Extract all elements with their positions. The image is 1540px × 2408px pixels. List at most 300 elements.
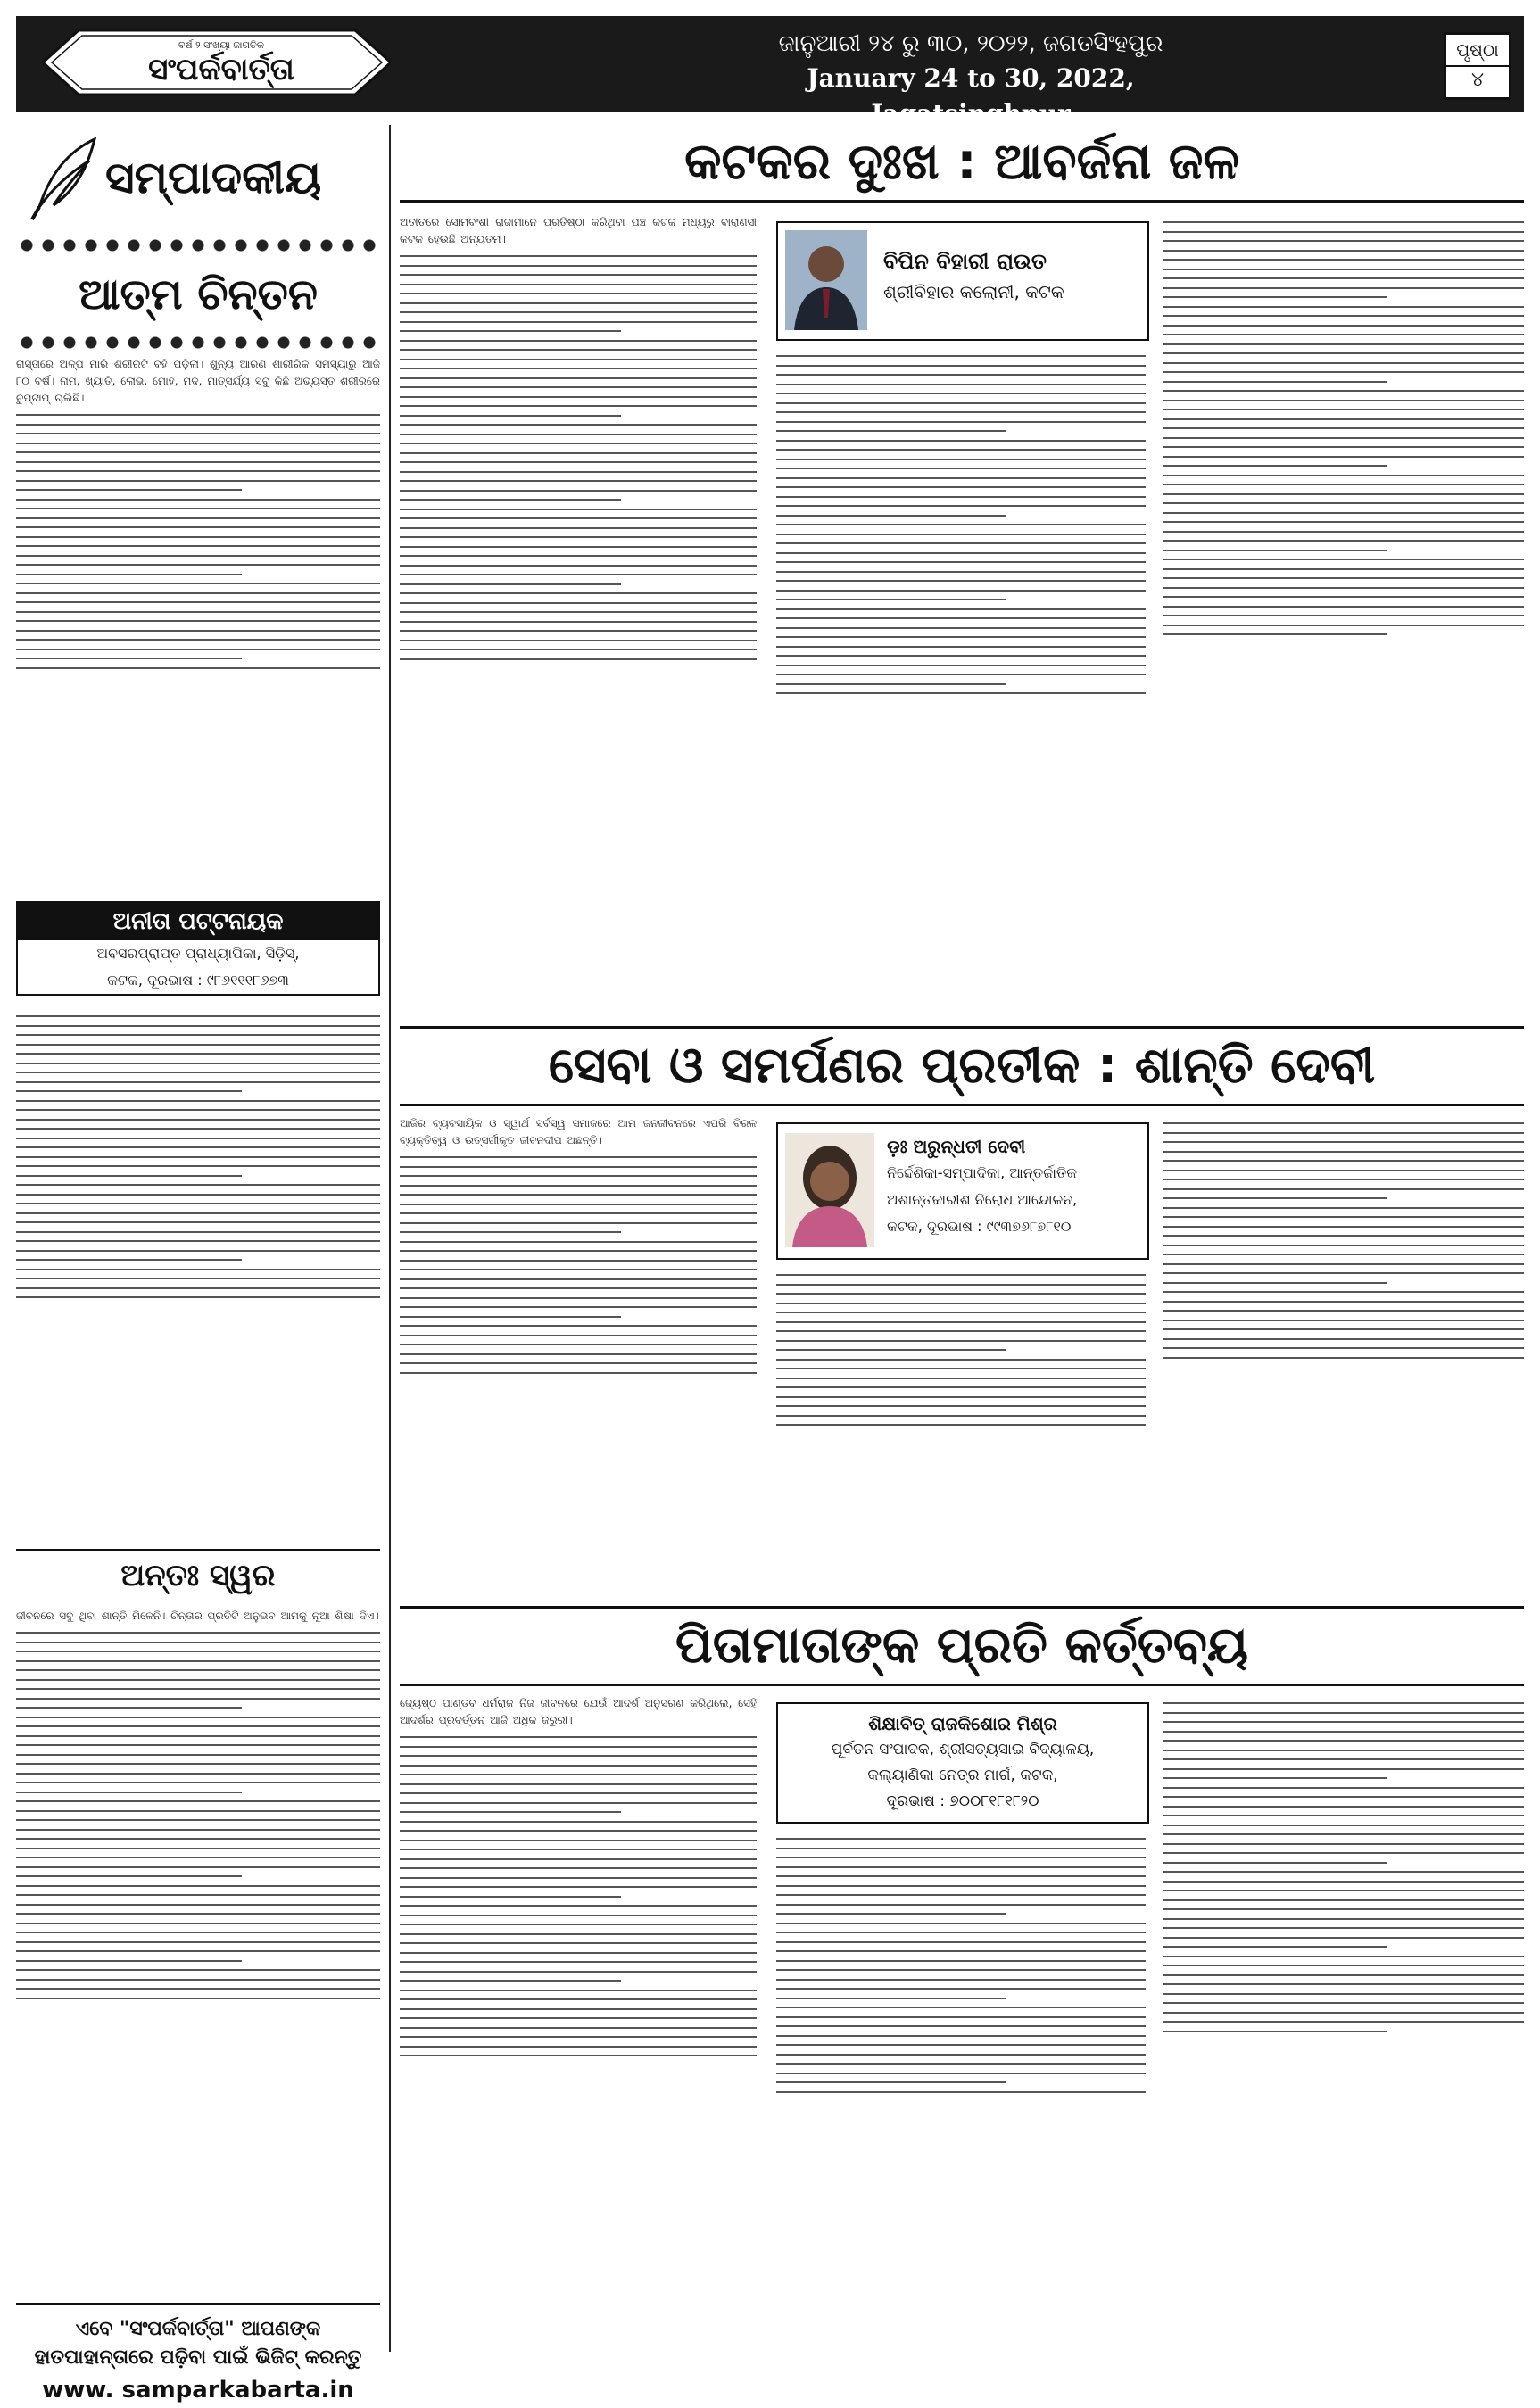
text-line xyxy=(16,1773,380,1775)
title-rule xyxy=(400,1684,1524,1686)
text-line xyxy=(400,1952,757,1954)
text-line xyxy=(776,1838,1146,1840)
text-line xyxy=(400,1896,621,1898)
text-line xyxy=(16,433,380,434)
text-line xyxy=(776,655,1146,657)
text-line xyxy=(16,1819,380,1821)
text-line xyxy=(776,365,1146,367)
text-line xyxy=(1163,409,1524,410)
text-line xyxy=(16,1287,380,1289)
text-line xyxy=(16,564,380,566)
text-line xyxy=(400,311,757,313)
text-line xyxy=(1163,1833,1524,1835)
text-line xyxy=(16,1100,380,1102)
text-line xyxy=(1163,1712,1524,1714)
text-line xyxy=(16,1988,380,1990)
article-duty-to-parents xyxy=(400,1606,1524,2352)
text-line xyxy=(1163,1908,1524,1910)
article2-author-box xyxy=(776,1122,1149,1260)
text-line xyxy=(400,574,757,575)
text-line xyxy=(400,592,757,594)
text-line xyxy=(16,1651,380,1652)
text-line xyxy=(16,601,380,603)
text-line xyxy=(400,1344,757,1345)
text-line xyxy=(776,421,1146,423)
text-line xyxy=(400,649,757,650)
text-line xyxy=(16,1203,380,1204)
text-line xyxy=(16,1885,380,1887)
article2-col2 xyxy=(776,1267,1146,1561)
text-line xyxy=(1163,390,1524,392)
text-line xyxy=(400,461,757,463)
text-line xyxy=(400,293,757,294)
text-line xyxy=(16,1259,242,1261)
text-line xyxy=(1163,1272,1524,1274)
text-line xyxy=(400,1746,757,1748)
text-line xyxy=(400,1961,757,1963)
article2-author-contact: କଟକ, ଦୂରଭାଷ : ୯୯୩୭୬୮୭୮୧୦ xyxy=(887,1218,1072,1235)
text-line xyxy=(1163,550,1387,551)
text-line xyxy=(400,1774,757,1775)
text-line xyxy=(400,1156,757,1158)
article3-col2-text xyxy=(776,1831,1146,2313)
article2-col1-text xyxy=(400,1149,757,1568)
text-line xyxy=(1163,587,1524,589)
text-line xyxy=(16,1642,380,1643)
masthead xyxy=(16,16,1524,128)
article2-author-role: ନିର୍ଦ୍ଦେଶିକା-ସମ୍ପାଦିକା, ଆନ୍ତର୍ଜାତିକ xyxy=(887,1164,1078,1181)
dot-divider xyxy=(16,331,380,354)
article1-col2-text xyxy=(776,348,1146,990)
author-portrait-icon xyxy=(785,230,867,330)
text-line xyxy=(16,1081,380,1083)
text-line xyxy=(16,1090,242,1092)
text-line xyxy=(1163,502,1524,504)
text-line xyxy=(1163,606,1524,608)
text-line xyxy=(400,386,757,388)
text-line xyxy=(400,2046,757,2048)
text-line xyxy=(1163,269,1524,270)
text-line xyxy=(1163,1197,1387,1199)
text-line xyxy=(16,1156,380,1158)
text-line xyxy=(1163,1777,1387,1779)
text-line xyxy=(400,536,757,538)
editorial-author-box xyxy=(16,901,380,996)
text-line xyxy=(1163,1291,1524,1293)
text-line xyxy=(1163,1843,1524,1845)
text-line xyxy=(16,1848,380,1849)
text-line xyxy=(1163,475,1524,476)
text-line xyxy=(16,545,380,547)
text-line xyxy=(1163,1918,1524,1920)
text-line xyxy=(776,617,1146,619)
text-line xyxy=(1163,1768,1524,1770)
text-line xyxy=(400,1185,757,1187)
antah-swar-intro: ଜୀବନରେ ସବୁ ଥିବା ଶାନ୍ତି ମିଳେନି। ଚିନ୍ତାର ପ୍ରତିଟି ଅନୁଭବ ଆମକୁ ନୂଆ ଶିକ୍ଷା ଦିଏ। xyxy=(16,1609,379,1622)
text-line xyxy=(400,480,757,482)
text-line xyxy=(776,459,1146,460)
text-line xyxy=(400,1858,757,1860)
text-line xyxy=(776,524,1146,525)
text-line xyxy=(1163,231,1524,233)
author-photo xyxy=(785,230,867,330)
text-line xyxy=(400,1792,757,1794)
text-line xyxy=(776,1988,1146,1990)
article3-col2 xyxy=(776,1831,1146,2313)
text-line xyxy=(16,1688,380,1690)
text-line xyxy=(16,443,380,444)
text-line xyxy=(400,284,757,285)
text-line xyxy=(776,1941,1146,1943)
text-line xyxy=(16,1950,380,1952)
text-line xyxy=(400,1990,757,1991)
text-line xyxy=(776,2054,1146,2056)
date-english: January 24 to 30, 2022, Jagatsinghpur xyxy=(807,63,1135,128)
text-line xyxy=(776,1378,1146,1379)
article1-col2 xyxy=(776,348,1146,990)
text-line xyxy=(776,674,1146,675)
article-shanti-devi xyxy=(400,1026,1524,1597)
text-line xyxy=(400,415,621,417)
article3-author-label: ଶିକ୍ଷାବିତ୍ xyxy=(868,1713,925,1734)
text-line xyxy=(1163,1862,1387,1864)
page-label: ପୃଷ୍ଠା xyxy=(1446,35,1509,67)
text-line xyxy=(1163,1787,1524,1789)
text-line xyxy=(400,1306,757,1308)
text-line xyxy=(776,665,1146,666)
text-line xyxy=(1163,577,1524,579)
article3-author-contact: ଦୂରଭାଷ : ୭୦୦୮୧୮୧୮୨୦ xyxy=(886,1792,1039,1810)
text-line xyxy=(400,640,757,641)
text-line xyxy=(776,1293,1146,1295)
text-line xyxy=(776,1979,1146,1981)
text-line xyxy=(16,1044,380,1046)
text-line xyxy=(400,1335,757,1336)
text-line xyxy=(776,2007,1146,2008)
date-block xyxy=(730,27,1212,132)
text-line xyxy=(400,2027,757,2029)
text-line xyxy=(776,542,1146,544)
text-line xyxy=(400,330,621,332)
text-line xyxy=(16,555,380,557)
text-line xyxy=(16,1717,380,1718)
text-line xyxy=(400,1924,757,1925)
text-line xyxy=(16,1632,380,1634)
antah-swar-body-text xyxy=(16,1625,380,2303)
text-line xyxy=(776,1885,1146,1887)
text-line xyxy=(16,480,380,482)
text-line xyxy=(400,1316,621,1318)
text-line xyxy=(16,1866,380,1868)
article3-col3 xyxy=(1163,1695,1524,2311)
website-link[interactable]: www. samparkabarta.in xyxy=(42,2377,354,2404)
article1-author-info xyxy=(883,246,1142,307)
article2-author-org: ଅଶାନ୍ତକାରୀଶ ନିରୋଧ ଆନ୍ଦୋଳନ, xyxy=(887,1191,1078,1208)
text-line xyxy=(400,1783,757,1785)
text-line xyxy=(776,1396,1146,1398)
text-line xyxy=(1163,1301,1524,1303)
text-line xyxy=(1163,1815,1524,1816)
text-line xyxy=(400,255,757,257)
text-line xyxy=(16,536,380,538)
text-line xyxy=(400,499,621,501)
text-line xyxy=(776,1321,1146,1323)
text-line xyxy=(1163,240,1524,242)
text-line xyxy=(776,2073,1146,2074)
text-line xyxy=(1163,1758,1524,1760)
text-line xyxy=(776,1857,1146,1858)
text-line xyxy=(16,517,380,519)
text-line xyxy=(400,611,757,613)
text-line xyxy=(16,1250,380,1252)
text-line xyxy=(400,1915,757,1916)
text-line xyxy=(400,565,757,567)
text-line xyxy=(776,496,1146,498)
text-line xyxy=(776,2025,1146,2027)
text-line xyxy=(1163,615,1524,616)
text-line xyxy=(400,1250,757,1252)
text-line xyxy=(400,1765,757,1767)
article1-author-box xyxy=(776,221,1149,341)
text-line xyxy=(776,1932,1146,1933)
text-line xyxy=(16,1792,242,1793)
text-line xyxy=(776,1330,1146,1332)
text-line xyxy=(776,2035,1146,2037)
editorial-intro: ରାସ୍ତାରେ ଅଳ୍ପ ମାରି ଶରୀରଟି ବହି ପଡ଼ିଲା। ଶୁନ୍ୟ ଆରଣ ଶାରୀରିକ ସମସ୍ୟାରୁ ଆଜି ୮୦ ବର୍ଷ। ନାମ, ଖ୍ୟାତି, ଲୋଭ, ମୋହ, ମଦ, ମାତ୍ସର୍ଯ୍ୟ ସବୁ କିଛି ଅଭ୍ୟସ୍ତ ଶରୀରରେ ଚୁପ୍ଟାପ୍ ଚାଲିଛି। xyxy=(16,358,380,404)
article2-author-info xyxy=(887,1133,1144,1240)
text-line xyxy=(16,1660,380,1662)
text-line xyxy=(776,692,1146,694)
text-line xyxy=(776,1969,1146,1971)
text-line xyxy=(16,470,380,472)
text-line xyxy=(1163,446,1524,448)
text-line xyxy=(1163,1226,1524,1228)
text-line xyxy=(1163,1282,1387,1284)
text-line xyxy=(1163,400,1524,401)
text-line xyxy=(16,1269,380,1270)
text-line xyxy=(400,621,757,623)
text-line xyxy=(1163,1852,1524,1854)
text-line xyxy=(1163,1216,1524,1218)
text-line xyxy=(16,1923,380,1924)
page-number-box xyxy=(1444,32,1511,100)
text-line xyxy=(1163,531,1524,533)
text-line xyxy=(1163,1132,1524,1134)
editorial-header xyxy=(16,125,380,232)
text-line xyxy=(776,393,1146,394)
text-line xyxy=(1163,2002,1524,2004)
article-cuttack-waste-water xyxy=(400,125,1524,1017)
text-line xyxy=(16,424,380,426)
text-line xyxy=(1163,2021,1524,2023)
article2-col3 xyxy=(1163,1115,1524,1561)
text-line xyxy=(400,1325,757,1327)
text-line xyxy=(16,1782,380,1783)
editorial-body-text xyxy=(16,407,380,889)
text-line xyxy=(1163,1796,1524,1798)
text-line xyxy=(1163,1179,1524,1180)
text-line xyxy=(1163,315,1524,317)
text-line xyxy=(400,1849,757,1850)
text-line xyxy=(1163,1254,1524,1255)
text-line xyxy=(776,1349,1006,1351)
text-line xyxy=(776,1913,1006,1915)
logo xyxy=(43,27,391,98)
text-line xyxy=(1163,221,1524,223)
text-line xyxy=(16,1669,380,1671)
text-line xyxy=(400,1175,757,1177)
article1-author-name: ବିପିନ ବିହାରୀ ରାଉତ xyxy=(883,249,1047,274)
text-line xyxy=(16,592,380,594)
text-line xyxy=(776,580,1146,582)
text-line xyxy=(16,1829,380,1831)
editorial-author-contact: କଟକ, ଦୂରଭାଷ : ୯୮୬୧୧୧୮୬୭୩ xyxy=(107,972,289,989)
text-line xyxy=(16,1838,380,1840)
text-line xyxy=(1163,568,1524,570)
text-line xyxy=(776,505,1146,507)
text-line xyxy=(1163,325,1524,327)
text-line xyxy=(400,1362,757,1364)
text-line xyxy=(776,627,1146,629)
text-line xyxy=(16,667,380,669)
text-line xyxy=(16,1941,380,1943)
text-line xyxy=(1163,362,1524,364)
text-line xyxy=(1163,1965,1524,1966)
text-line xyxy=(400,1287,757,1289)
text-line xyxy=(400,1269,757,1270)
text-line xyxy=(16,1932,380,1933)
text-line xyxy=(400,368,757,369)
text-line xyxy=(16,1698,380,1700)
text-line xyxy=(1163,1927,1524,1929)
article3-col1 xyxy=(400,1695,757,2336)
text-line xyxy=(16,1763,380,1765)
text-line xyxy=(1163,1245,1524,1246)
text-line xyxy=(1163,1357,1524,1359)
text-line xyxy=(400,602,757,604)
text-line xyxy=(1163,296,1387,298)
text-line xyxy=(400,396,757,398)
text-line xyxy=(16,1212,380,1214)
text-line xyxy=(400,377,757,379)
text-line xyxy=(16,1735,380,1737)
text-line xyxy=(1163,1721,1524,1723)
text-line xyxy=(776,571,1146,573)
text-line xyxy=(400,1830,757,1832)
text-line xyxy=(1163,456,1524,458)
text-line xyxy=(1163,1188,1524,1190)
text-line xyxy=(1163,1320,1524,1321)
text-line xyxy=(16,1296,380,1298)
article3-author-box xyxy=(776,1702,1149,1824)
text-line xyxy=(400,302,757,304)
website-promo xyxy=(16,2303,380,2408)
text-line xyxy=(16,499,380,501)
article3-col1-text xyxy=(400,1729,757,2336)
text-line xyxy=(1163,1160,1524,1162)
text-line xyxy=(1163,1825,1524,1826)
text-line xyxy=(776,646,1146,648)
article1-col3 xyxy=(1163,214,1524,990)
text-line xyxy=(400,658,757,660)
text-line xyxy=(1163,1806,1524,1808)
article1-col3-text xyxy=(1163,214,1524,990)
text-line xyxy=(16,1175,242,1177)
text-line xyxy=(1163,559,1524,560)
text-line xyxy=(776,1405,1146,1407)
text-line xyxy=(400,1867,757,1869)
article1-col1-text xyxy=(400,248,757,1006)
text-line xyxy=(1163,2012,1524,2014)
text-line xyxy=(400,1942,757,1944)
text-line xyxy=(1163,352,1524,354)
text-line xyxy=(16,1138,380,1139)
text-line xyxy=(400,2017,757,2019)
text-line xyxy=(16,1800,380,1802)
text-line xyxy=(776,2016,1146,2018)
article3-author-address: କଲ୍ୟାଣିକା ନେତ୍ର ମାର୍ଗ, କଟକ, xyxy=(867,1767,1058,1784)
text-line xyxy=(776,430,1006,432)
text-line xyxy=(776,1848,1146,1849)
logo-text: ସଂପର୍କବାର୍ତ୍ତା xyxy=(148,52,294,87)
text-line xyxy=(1163,418,1524,420)
text-line xyxy=(400,321,757,323)
text-line xyxy=(1163,287,1524,289)
text-line xyxy=(16,1969,380,1971)
text-line xyxy=(776,1415,1146,1417)
text-line xyxy=(1163,1338,1524,1340)
editorial-heading: ସମ୍ପାଦକୀୟ xyxy=(105,152,322,203)
text-line xyxy=(400,1212,757,1214)
text-line xyxy=(16,574,242,575)
text-line xyxy=(400,1278,757,1280)
text-line xyxy=(400,490,757,492)
text-line xyxy=(776,1368,1146,1369)
text-line xyxy=(1163,437,1524,439)
text-line xyxy=(776,477,1146,479)
text-line xyxy=(776,534,1146,535)
text-line xyxy=(400,2055,757,2056)
text-line xyxy=(16,1063,380,1064)
text-line xyxy=(1163,2031,1387,2032)
text-line xyxy=(776,468,1146,469)
text-line xyxy=(16,526,380,528)
article2-col3-text xyxy=(1163,1115,1524,1561)
text-line xyxy=(776,1386,1146,1388)
text-line xyxy=(16,1810,380,1812)
quill-pen-icon xyxy=(23,134,103,223)
text-line xyxy=(1163,1750,1524,1751)
text-line xyxy=(16,649,380,650)
text-line xyxy=(16,1754,380,1756)
text-line xyxy=(400,1933,757,1935)
text-line xyxy=(400,274,757,276)
text-line xyxy=(1163,259,1524,261)
title-rule xyxy=(400,1104,1524,1106)
text-line xyxy=(1163,1328,1524,1330)
text-line xyxy=(776,561,1146,563)
text-line xyxy=(400,359,757,360)
text-line xyxy=(16,620,380,622)
text-line xyxy=(776,1303,1146,1304)
article3-title: ପିତାମାତାଙ୍କ ପ୍ରତି କର୍ତ୍ତବ୍ୟ xyxy=(675,1617,1249,1675)
text-line xyxy=(16,611,380,613)
text-line xyxy=(1163,493,1524,495)
article2-lead: ଆଜିର ବ୍ୟବସାୟିକ ଓ ସ୍ୱାର୍ଥ ସର୍ବସ୍ୱ ସମାଜରେ ଆମ ଜନଜୀବନରେ ଏପରି ବିରଳ ବ୍ୟକ୍ତିତ୍ୱ ଓ ଉତ୍ସର୍ଗୀକୃତ ଜୀବନଦୀପ ଅଛନ୍ତି। xyxy=(400,1117,757,1146)
text-line xyxy=(1163,343,1524,345)
text-line xyxy=(400,1194,757,1196)
article1-author-address: ଶ୍ରୀବିହାର କଲୋନୀ, କଟକ xyxy=(883,281,1064,302)
